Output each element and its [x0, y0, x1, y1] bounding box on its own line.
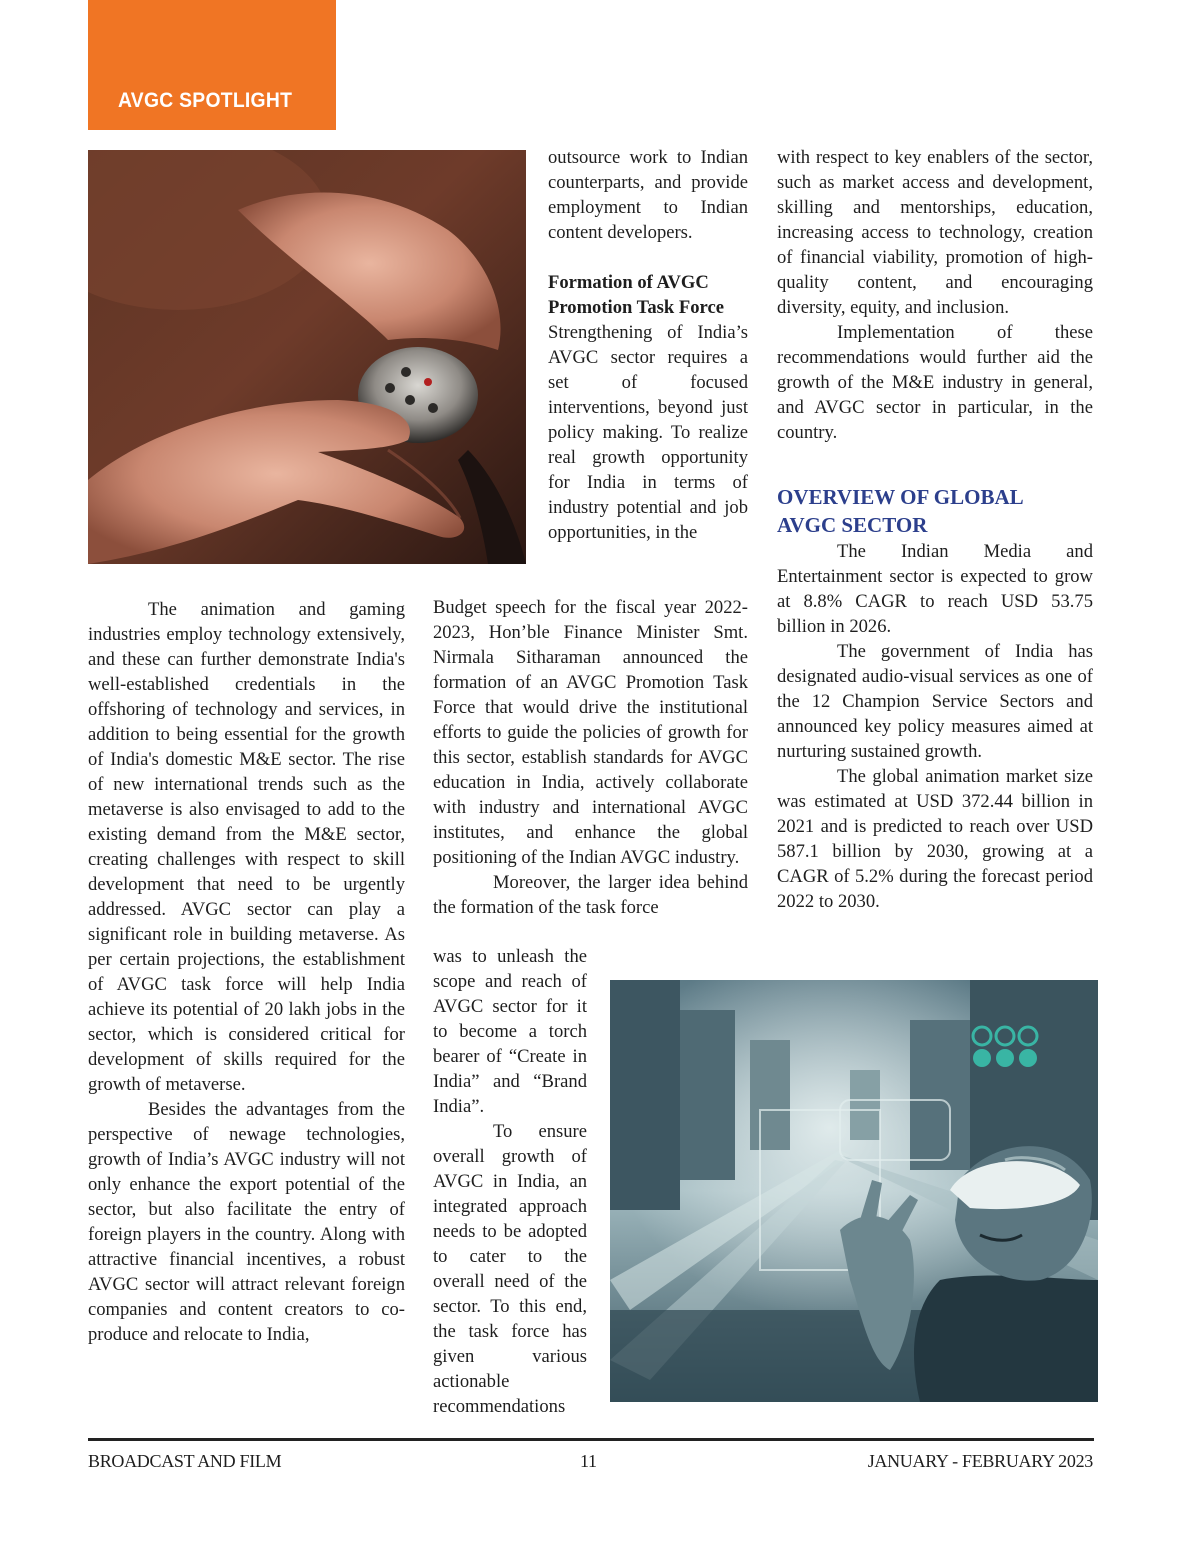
section-tag-label: AVGC SPOTLIGHT — [118, 89, 293, 112]
column-middle-lower — [433, 944, 587, 1419]
column-right — [777, 145, 1093, 914]
page-number: 11 — [580, 1451, 597, 1471]
paragraph: Strengthening of India’s AVGC sector requires a set of focused interventions, beyond just policy making. To realize real growth opportunity for India in terms of industry potential and job opportunities, in the — [548, 322, 748, 543]
gamepad-hands-photo — [88, 150, 526, 564]
column-middle-wide — [433, 595, 748, 920]
footer-issue-date: JANUARY - FEBRUARY 2023 — [867, 1451, 1093, 1471]
subheading: Formation of AVGC — [548, 272, 709, 293]
paragraph: The government of India has designated audio-visual services as one of the 12 Champion Service Sectors and announced key policy measures aimed at nurturing sustained growth. — [777, 641, 1093, 762]
paragraph: To ensure overall growth of AVGC in India, an integrated approach needs to be adopted to cater to the overall need of the sector. To this end, the task force has given various actionable recommendations — [433, 1121, 587, 1417]
column-middle-upper — [548, 145, 748, 545]
footer-divider — [88, 1438, 1094, 1441]
paragraph: The animation and gaming industries employ technology extensively, and these can further demonstrate India's well-established credentials in the offshoring of technology and services, in addition to being essential for the growth of India's domestic M&E sector. The rise of new international trends such as the metaverse is also envisaged to add to the existing demand from the M&E sector, creating challenges with respect to skill development that need to be urgently addressed. AVGC sector can play a significant role in building metaverse. As per certain projections, the establishment of AVGC task force will help India achieve its potential of 20 lakh jobs in the sector, which is considered critical for development of skills required for the growth of metaverse. — [88, 599, 405, 1095]
column-left — [88, 597, 405, 1347]
footer-publication: BROADCAST AND FILM — [88, 1451, 282, 1471]
section-heading: AVGC SECTOR — [777, 513, 928, 537]
section-tag — [88, 0, 336, 130]
paragraph: Besides the advantages from the perspective of newage technologies, growth of India’s AVGC industry will not only enhance the export potential of the sector, but also facilitate the entry of foreign players in the country. Along with attractive financial incentives, a robust AVGC sector will attract relevant foreign companies and content creators to co-produce and relocate to India, — [88, 1099, 405, 1345]
vr-headset-city-illustration — [610, 980, 1098, 1402]
paragraph: with respect to key enablers of the sector, such as market access and development, skilling and mentorships, education, increasing access to technology, creation of financial viability, promotion of high-quality content, and encouraging diversity, equity, and inclusion. — [777, 147, 1093, 318]
paragraph: Budget speech for the fiscal year 2022-2023, Hon’ble Finance Minister Smt. Nirmala Sitharaman announced the formation of an AVGC Promotion Task Force that would drive the institutional efforts to guide the policies of growth for this sector, establish standards for AVGC education in India, actively collaborate with industry and international AVGC institutes, and enhance the global positioning of the Indian AVGC industry. — [433, 597, 748, 868]
paragraph: Moreover, the larger idea behind the formation of the task force — [433, 872, 748, 918]
paragraph: was to unleash the scope and reach of AVGC sector for it to become a torch bearer of “Create in India” and “Brand India”. — [433, 946, 587, 1117]
paragraph: Implementation of these recommendations would further aid the growth of the M&E industry in general, and AVGC sector in particular, in the country. — [777, 322, 1093, 443]
section-heading: OVERVIEW OF GLOBAL — [777, 485, 1024, 509]
subheading: Promotion Task Force — [548, 297, 724, 318]
paragraph: The global animation market size was estimated at USD 372.44 billion in 2021 and is predicted to reach over USD 587.1 billion by 2030, growing at a CAGR of 5.2% during the forecast period 2022 to 2030. — [777, 766, 1093, 912]
paragraph: outsource work to Indian counterparts, and provide employment to Indian content developers. — [548, 147, 748, 243]
paragraph: The Indian Media and Entertainment sector is expected to grow at 8.8% CAGR to reach USD 53.75 billion in 2026. — [777, 541, 1093, 637]
